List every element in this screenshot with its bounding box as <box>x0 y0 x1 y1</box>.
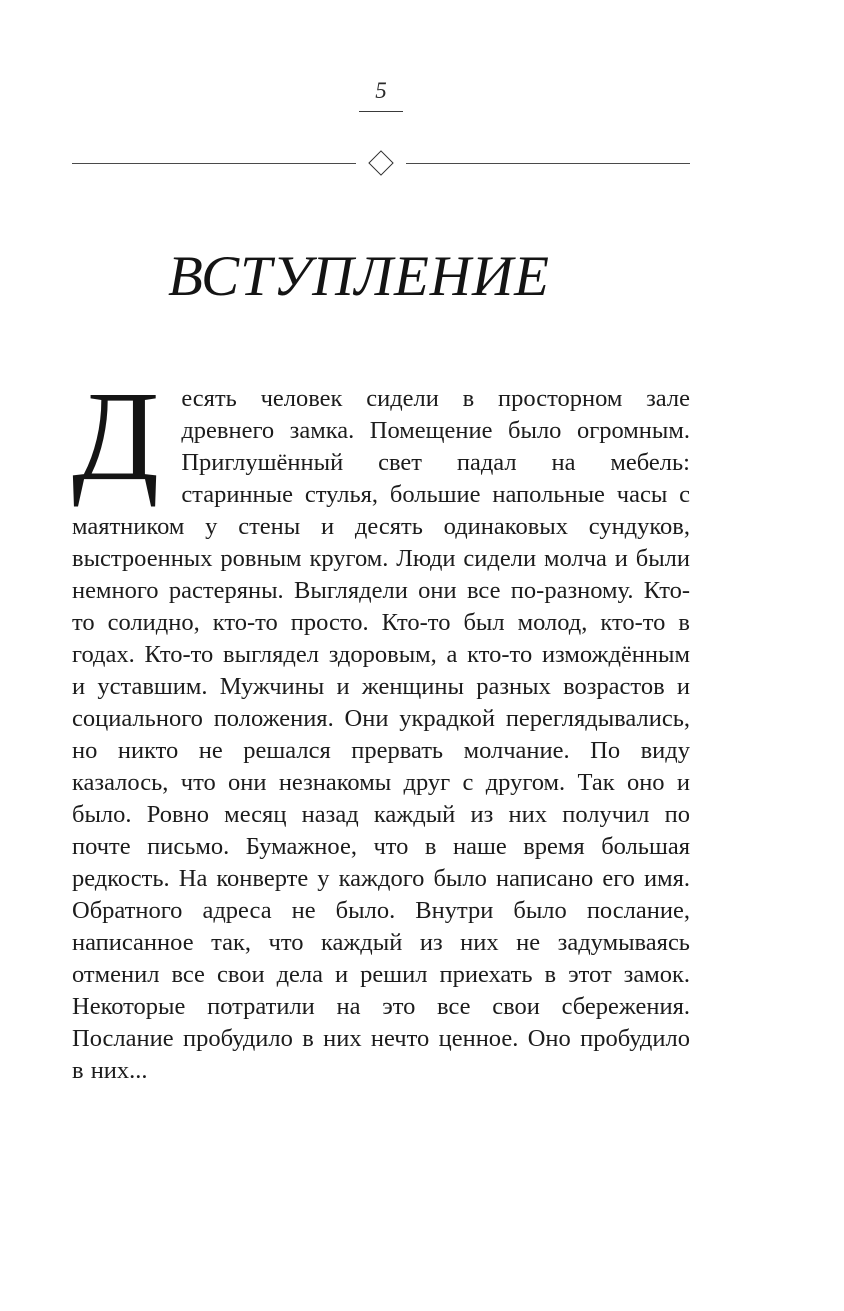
divider-line-right <box>406 163 690 164</box>
divider-line-left <box>72 163 356 164</box>
drop-cap: Д <box>72 365 160 507</box>
chapter-divider <box>72 154 690 172</box>
paragraph-text: есять человек сидели в просторном зале древнего замка. Помещение было огромным. Приглушённый свет падал на мебель: старинные стулья, большие напольные часы с маятником у стены и десять одинаковых сундуков, выстроенных ровным кругом. Люди сидели молча и были немного растеряны. Выглядели они все по-разному. Кто-то солидно, кто-то просто. Кто-то был молод, кто-то в годах. Кто-то выглядел здоровым, а кто-то измождённым и уставшим. Мужчины и женщины разных возрастов и социального положения. Они украдкой переглядывались, но никто не решался прервать молчание. По виду казалось, что они незнакомы друг с другом. Так оно и было. Ровно месяц назад каждый из них получил по почте письмо. Бумажное, что в наше время большая редкость. На конверте у каждого было написано его имя. Обратного адреса не было. Внутри было послание, написанное так, что каждый из них не задумываясь отменил все свои дела и решил приехать в этот замок. Некоторые потратили на это все свои сбережения. Послание пробудило в них нечто ценное. Оно пробудило в них... <box>72 385 690 1084</box>
page-number: 5 <box>359 78 403 112</box>
diamond-icon <box>368 150 393 175</box>
chapter-title: ВСТУПЛЕНИЕ <box>168 245 550 308</box>
body-paragraph <box>72 365 690 1087</box>
page-content <box>72 0 690 1087</box>
page-number-block <box>72 0 690 112</box>
